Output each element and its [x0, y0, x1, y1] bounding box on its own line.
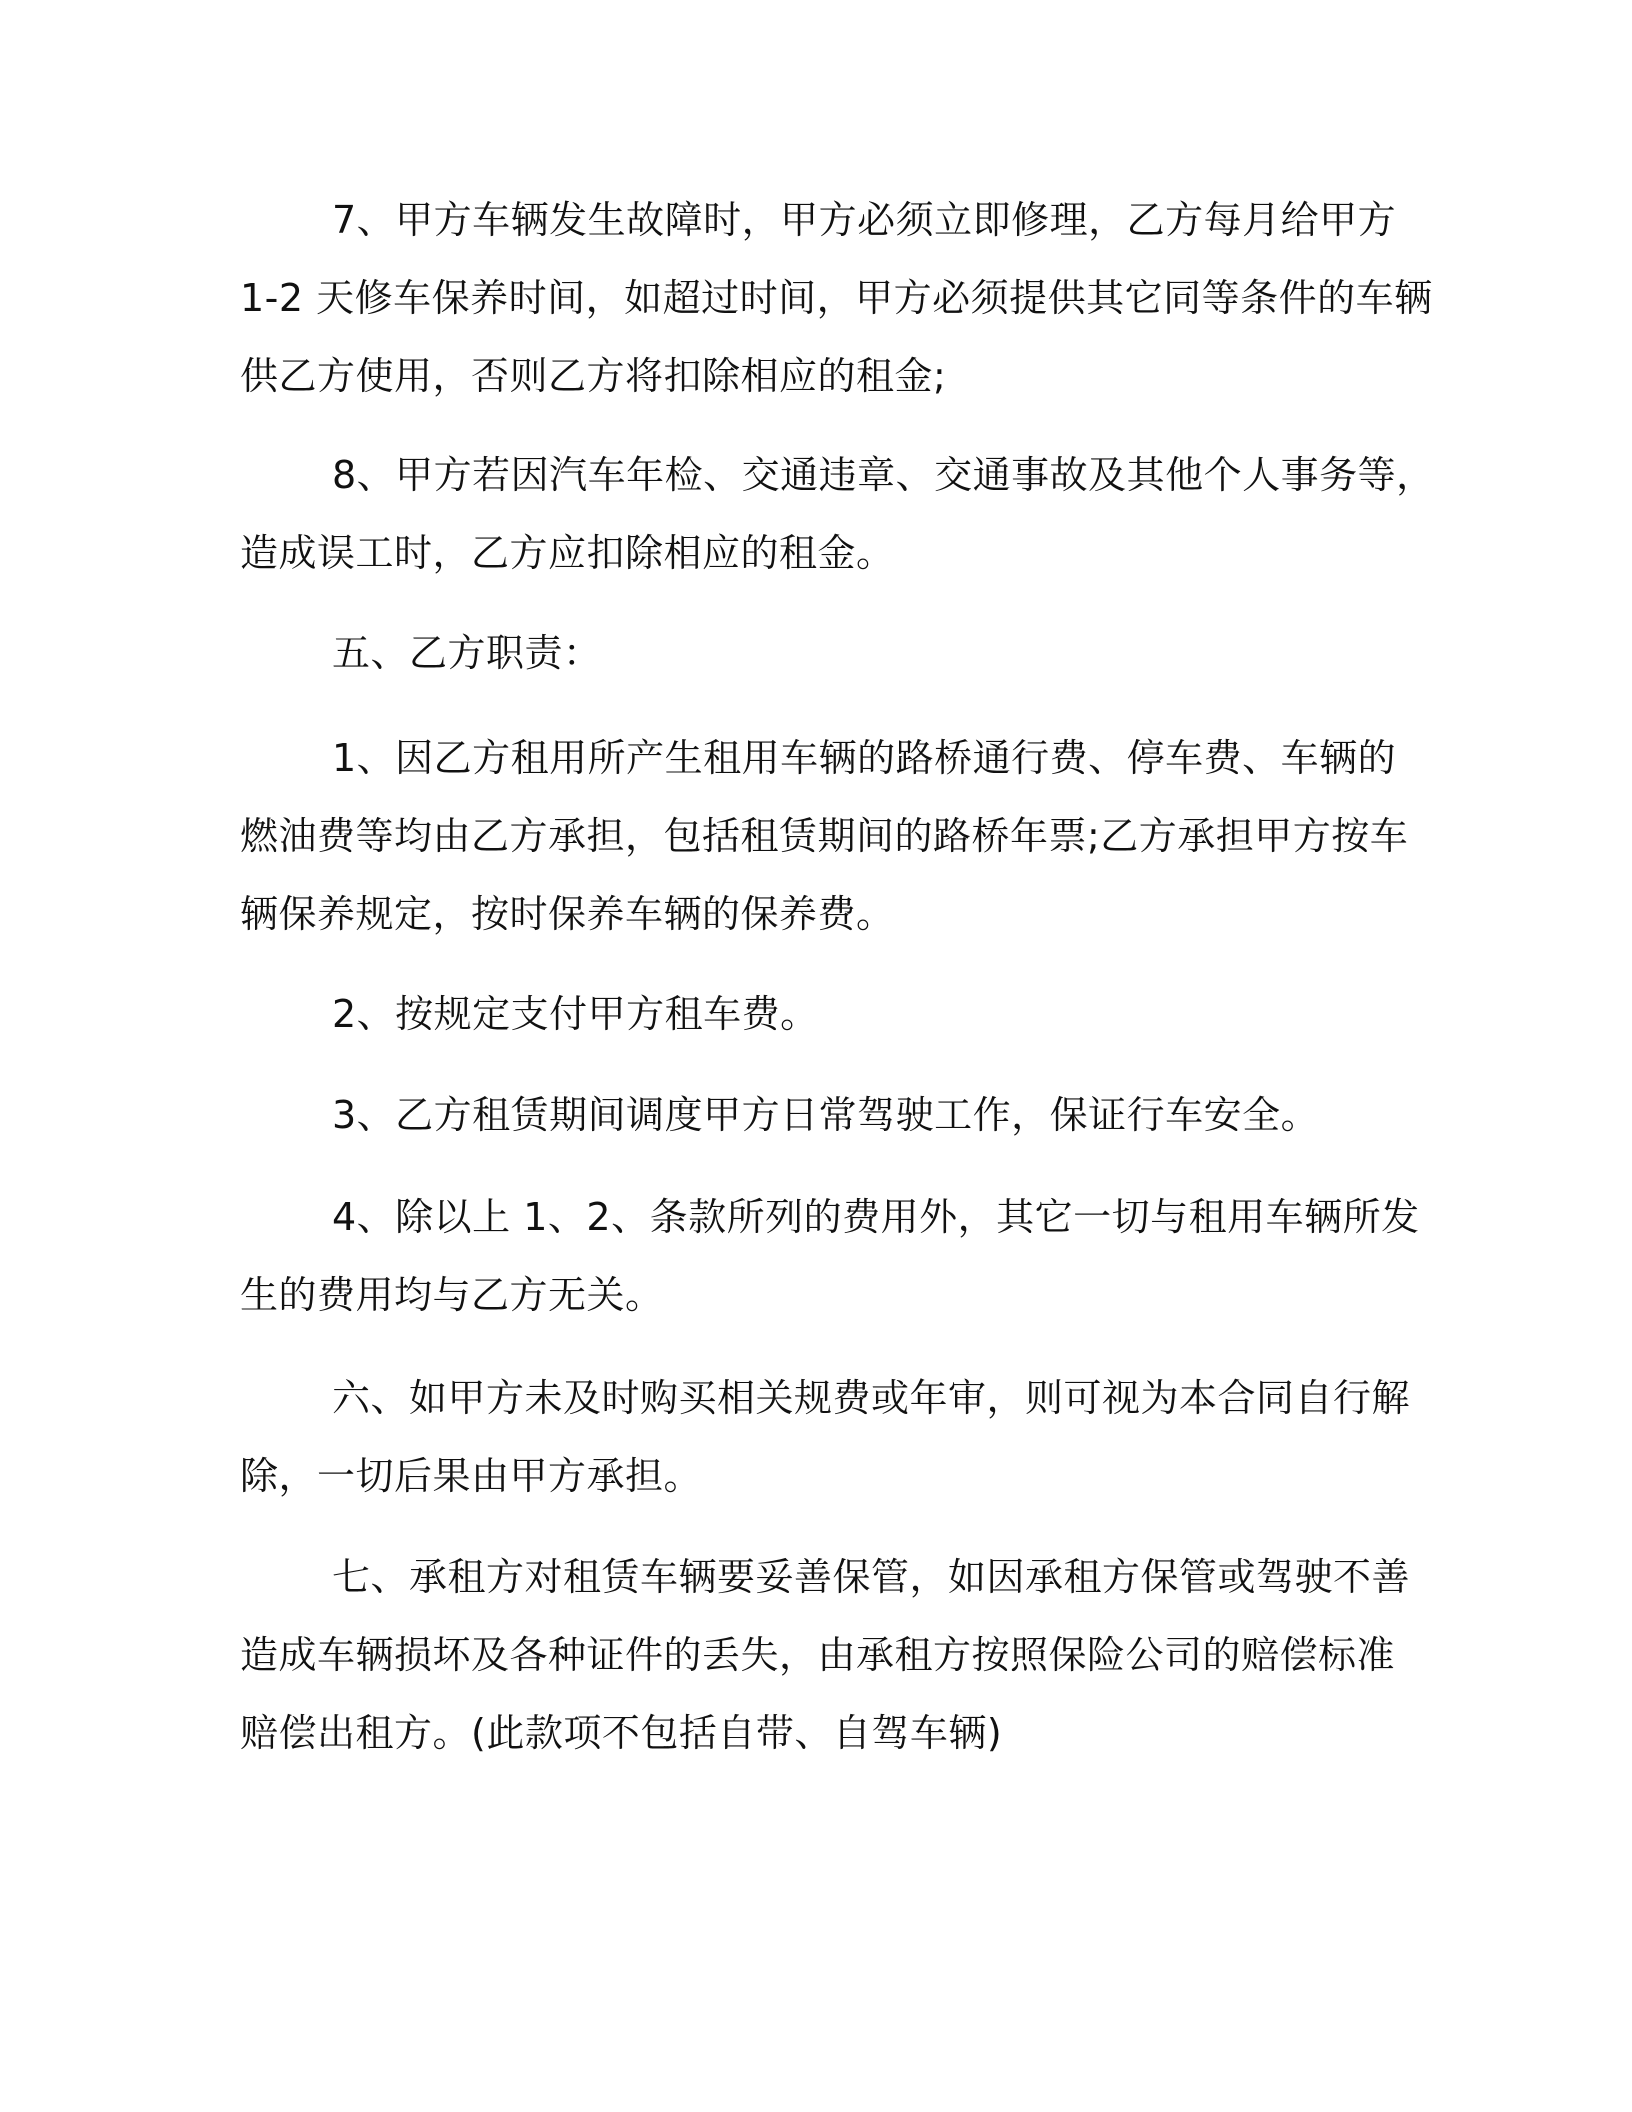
paragraph-line: 造成误工时，乙方应扣除相应的租金。 — [240, 531, 895, 575]
clause-8-paragraph — [240, 436, 1435, 592]
paragraph-line: 1-2 天修车保养时间，如超过时间，甲方必须提供其它同等条件的车辆 — [240, 276, 1433, 320]
paragraph-line: 六、如甲方未及时购买相关规费或年审，则可视为本合同自行解 — [332, 1376, 1411, 1420]
paragraph-line: 供乙方使用，否则乙方将扣除相应的租金; — [240, 354, 947, 398]
paragraph-line: 造成车辆损坏及各种证件的丢失，由承租方按照保险公司的赔偿标准 — [240, 1633, 1396, 1677]
paragraph-line: 五、乙方职责： — [332, 631, 602, 675]
paragraph-line: 4、除以上 1、2、条款所列的费用外，其它一切与租用车辆所发 — [332, 1195, 1420, 1239]
duty-1-paragraph — [240, 719, 1409, 953]
paragraph-line: 1、因乙方租用所产生租用车辆的路桥通行费、停车费、车辆的 — [332, 736, 1397, 780]
paragraph-line: 7、甲方车辆发生故障时，甲方必须立即修理，乙方每月给甲方 — [332, 198, 1397, 242]
paragraph-line: 除，一切后果由甲方承担。 — [240, 1454, 703, 1498]
section-six-paragraph — [240, 1359, 1411, 1515]
duty-3-paragraph — [240, 1076, 1390, 1154]
paragraph-line: 生的费用均与乙方无关。 — [240, 1273, 664, 1317]
paragraph-line: 3、乙方租赁期间调度甲方日常驾驶工作，保证行车安全。 — [332, 1093, 1320, 1137]
paragraph-line: 8、甲方若因汽车年检、交通违章、交通事故及其他个人事务等， — [332, 453, 1435, 497]
paragraph-line: 七、承租方对租赁车辆要妥善保管，如因承租方保管或驾驶不善 — [332, 1555, 1411, 1599]
paragraph-line: 燃油费等均由乙方承担，包括租赁期间的路桥年票;乙方承担甲方按车 — [240, 814, 1409, 858]
paragraph-line: 2、按规定支付甲方租车费。 — [332, 992, 819, 1036]
paragraph-line: 辆保养规定，按时保养车辆的保养费。 — [240, 892, 895, 936]
paragraph-line: 赔偿出租方。(此款项不包括自带、自驾车辆) — [240, 1711, 1003, 1755]
section-five-heading — [240, 614, 1390, 692]
duty-4-paragraph — [240, 1178, 1420, 1334]
section-seven-paragraph — [240, 1538, 1411, 1772]
clause-7-paragraph — [240, 181, 1433, 415]
duty-2-paragraph — [240, 975, 1390, 1053]
